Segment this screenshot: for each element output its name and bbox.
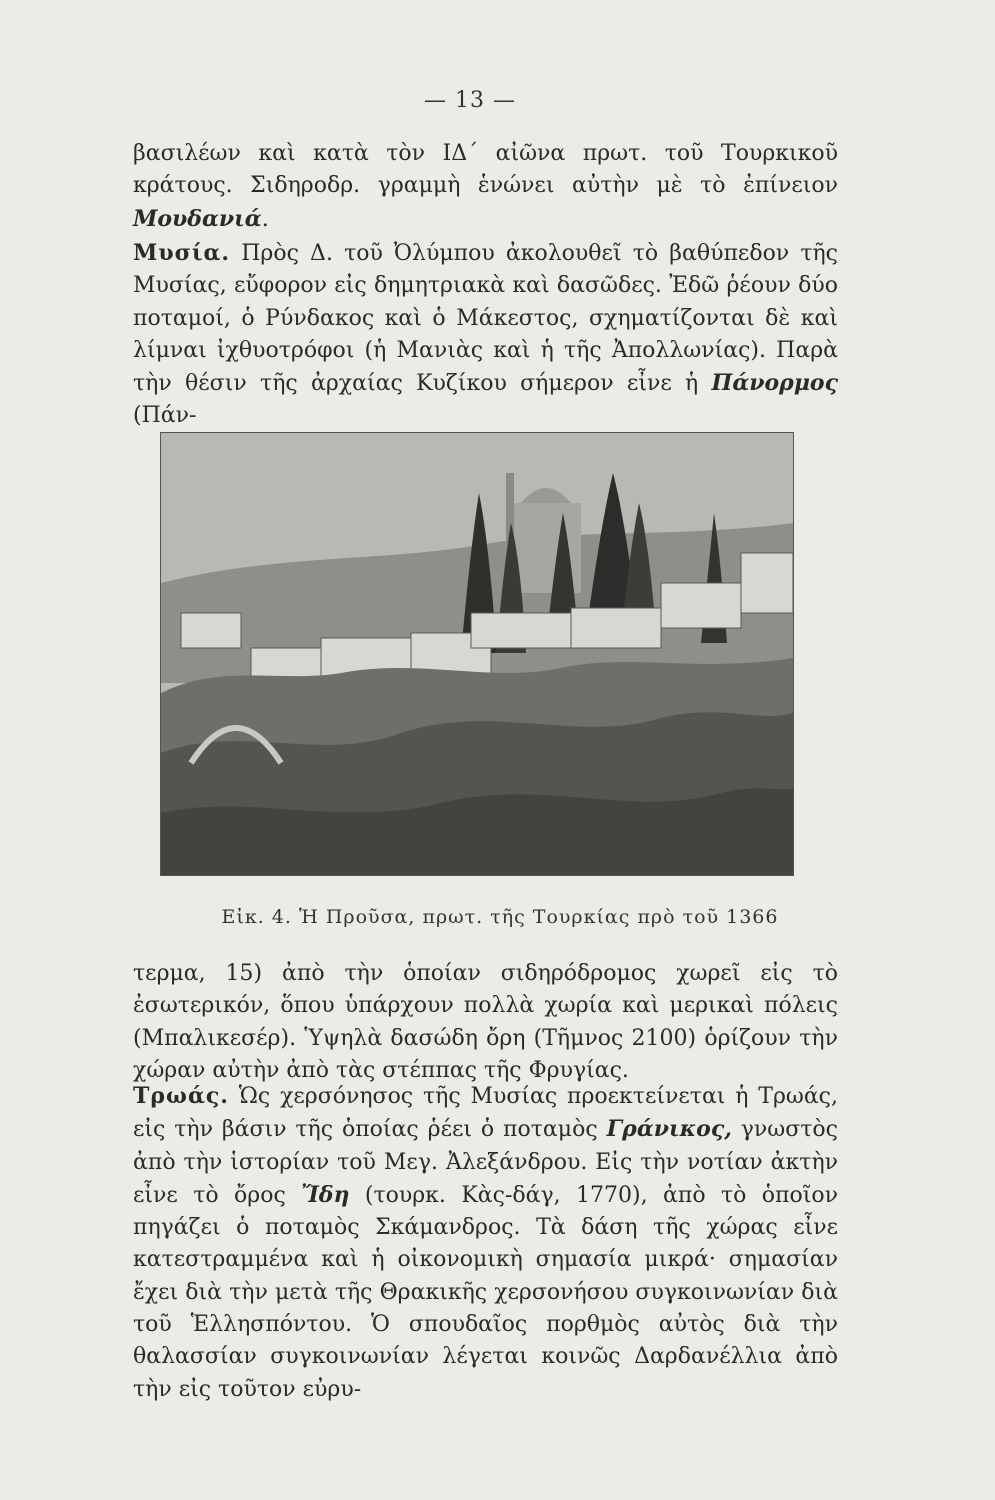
paragraph-troas-text-c: γνωστὸς ἀπὸ τὴν ἱστορίαν τοῦ Μεγ. Ἀλεξάνδρου. Εἰς τὴν νοτίαν ἀκτὴν εἶνε τὸ ὄρος — [133, 1117, 838, 1208]
paragraph-troas-text-a: Ὡς χερσόνησος τῆς Μυσίας προεκτείνεται ἡ Τρωάς, εἰς τὴν βάσιν τῆς ὁποίας ῥέει ὁ ποταμὸς — [133, 1084, 838, 1143]
river-granikos: Γράνικος, — [606, 1116, 732, 1143]
bursa-photo-drawing — [161, 433, 793, 875]
place-mudania: Μουδανιά — [133, 205, 262, 232]
paragraph-1-text-a: βασιλέων καὶ κατὰ τὸν ΙΔ΄ αἰῶνα πρωτ. τοῦ Τουρκικοῦ κράτους. Σιδηροδρ. γραμμὴ ἑνώνει αὐτὴν μὲ τὸ ἐπίνειον — [133, 141, 838, 199]
mount-ida: Ἴδη — [301, 1181, 350, 1208]
paragraph-3 — [133, 958, 838, 1087]
house — [741, 553, 793, 613]
house — [661, 583, 741, 628]
paragraph-3-text: τερμα, 15) ἀπὸ τὴν ὁποίαν σιδηρόδρομος χωρεῖ εἰς τὸ ἐσωτερικόν, ὅπου ὑπάρχουν πολλὰ χωρία καὶ μερικαὶ πόλεις (Μπαλικεσέρ). Ὑψηλὰ δασώδη ὄρη (Τῆμνος 2100) ὁρίζουν τὴν χώραν αὐτὴν ἀπὸ τὰς στέππας τῆς Φρυγίας. — [133, 961, 838, 1083]
house — [471, 613, 571, 648]
paragraph-troas-text-e: (τουρκ. Κὰς-δάγ, 1770), ἀπὸ τὸ ὁποῖον πηγάζει ὁ ποταμὸς Σκάμανδρος. Τὰ δάση τῆς χώρας εἶνε κατεστραμμένα καὶ ἡ οἰκονομικὴ σημασία μικρά· σημασίαν ἔχει διὰ τὴν μετὰ τῆς Θρακικῆς χερσονήσου συγκοινωνίαν διὰ τοῦ Ἑλλησπόντου. Ὁ σπουδαῖος πορθμὸς αὐτὸς διὰ τὴν θαλασσίαν συγκοινωνίαν λέγεται κοινῶς Δαρδανέλλια ἀπὸ τὴν εἰς τοῦτον εὐρυ- — [133, 1182, 838, 1402]
figure-caption: Εἰκ. 4. Ἡ Προῦσα, πρωτ. τῆς Τουρκίας πρὸ τοῦ 1366 — [221, 906, 779, 928]
section-heading-troas: Τρωάς. — [133, 1083, 229, 1109]
section-heading-mysia: Μυσία. — [133, 240, 231, 266]
paragraph-1 — [133, 138, 838, 236]
bursa-photograph — [160, 432, 794, 876]
house — [571, 608, 661, 648]
paragraph-troas — [133, 1080, 838, 1406]
paragraph-1-text-c: . — [261, 206, 269, 232]
place-panormos: Πάνορμος — [711, 370, 838, 397]
paragraph-mysia-text-a: Πρὸς Δ. τοῦ Ὀλύμπου ἀκολουθεῖ τὸ βαθύπεδον τῆς Μυσίας, εὔφορον εἰς δημητριακὰ καὶ δασῶδες. Ἐδῶ ῥέουν δύο ποταμοί, ὁ Ρύνδακος καὶ ὁ Μάκεστος, σχηματίζονται δὲ καὶ λίμναι ἰχθυοτρόφοι (ἡ Μανιὰς καὶ ἡ τῆς Ἀπολλωνίας). Παρὰ τὴν θέσιν τῆς ἀρχαίας Κυζίκου σήμερον εἶνε ἡ — [133, 241, 838, 397]
paragraph-mysia — [133, 237, 838, 433]
paragraph-mysia-text-c: (Πάν- — [133, 403, 197, 429]
page-number: — 13 — — [424, 88, 516, 113]
house — [181, 613, 241, 648]
